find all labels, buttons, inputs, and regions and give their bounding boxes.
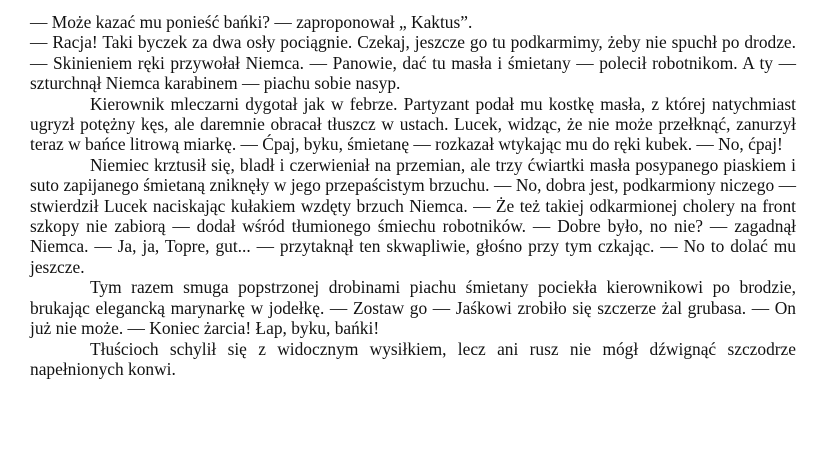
- paragraph-1: — Może kazać mu ponieść bańki? — zaproponował „ Kaktus”.: [30, 12, 473, 32]
- paragraph-3: Kierownik mleczarni dygotał jak w febrze. Partyzant podał mu kostkę masła, z której natychmiast ugryzł potężny kęs, ale daremnie obracał tłuszcz w ustach. Lucek, widząc, że nie może przełknąć, zanurzył teraz w bańce litrową miarkę. — Ćpaj, byku, śmietanę — rozkazał wtykając mu do ręki kubek. — No, ćpaj!: [30, 93, 796, 155]
- paragraph-6: Tłuścioch schylił się z widocznym wysiłkiem, lecz ani rusz nie mógł dźwignąć szczodrze napełnionych konwi.: [30, 338, 796, 379]
- paragraph-5: Tym razem smuga popstrzonej drobinami piachu śmietany pociekła kierownikowi po brodzie, brukając elegancką marynarkę w jodełkę. — Zostaw go — Jaśkowi zrobiło się szczerze żal grubasa. — On już nie może. — Koniec żarcia! Łap, byku, bańki!: [30, 277, 796, 339]
- paragraph-2: — Racja! Taki byczek za dwa osły pociągnie. Czekaj, jeszcze go tu podkarmimy, żeby nie spuchł po drodze. — Skinieniem ręki przywołał Niemca. — Panowie, dać tu masła i śmietany — polecił robotnikom. A ty — szturchnął Niemca karabinem — piachu sobie nasyp.: [30, 32, 796, 94]
- paragraph-4: Niemiec krztusił się, bladł i czerwieniał na przemian, ale trzy ćwiartki masła posypanego piaskiem i suto zapijanego śmietaną zniknęły w jego przepaścistym brzuchu. — No, dobra jest, podkarmiony niczego — stwierdził Lucek naciskając kułakiem wzdęty brzuch Niemca. — Że też takiej odkarmionej cholery na front szkopy nie zabiorą — dodał wśród tłumionego śmiechu robotników. — Dobre było, no nie? — zagadnął Niemca. — Ja, ja, Topre, gut... — przytaknął ten skwapliwie, głośno przy tym czkając. — No to dolać mu jeszcze.: [30, 154, 796, 277]
